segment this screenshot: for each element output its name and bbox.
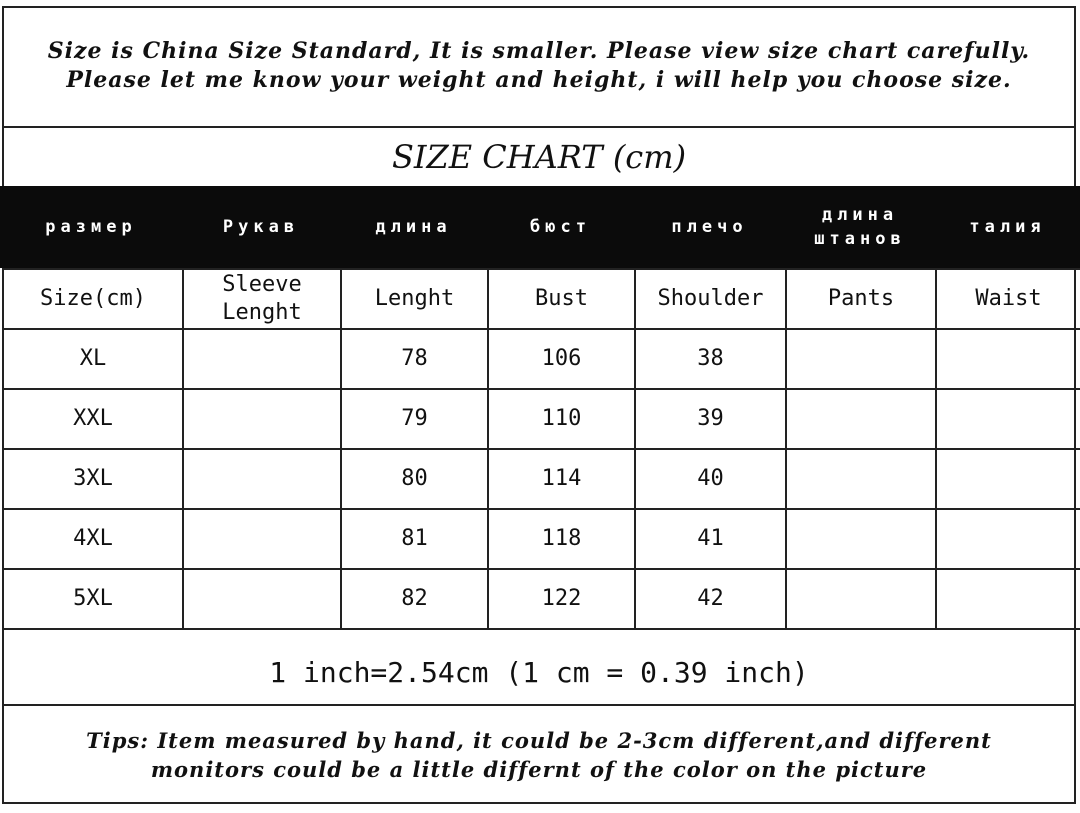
english-header-row [3, 269, 1080, 329]
header-pants: Pants [786, 269, 936, 329]
cell-shoulder: 38 [635, 329, 786, 389]
header-shoulder: Shoulder [635, 269, 786, 329]
tips-line-1: Tips: Item measured by hand, it could be 2-3cm different,and different [86, 728, 992, 753]
size-notice [2, 6, 1076, 128]
cell-sleeve [183, 569, 341, 629]
header-length: Lenght [341, 269, 488, 329]
cell-pants [786, 449, 936, 509]
cell-bust: 110 [488, 389, 635, 449]
cell-shoulder: 39 [635, 389, 786, 449]
ru-header-bust: бюст [530, 217, 591, 237]
ru-header-sleeve: Рукав [222, 217, 300, 237]
cell-pants [786, 389, 936, 449]
cell-pants [786, 509, 936, 569]
cell-length: 81 [341, 509, 488, 569]
cell-bust: 122 [488, 569, 635, 629]
chart-title: SIZE CHART (cm) [391, 138, 687, 176]
cell-length: 79 [341, 389, 488, 449]
russian-header-row [0, 186, 1080, 268]
notice-line-2: Please let me know your weight and height, i will help you choose size. [66, 67, 1012, 93]
ru-header-shoulder: плечо [671, 217, 748, 237]
cell-size: 5XL [3, 569, 183, 629]
cell-waist [936, 329, 1080, 389]
table-row [3, 389, 1080, 449]
unit-conversion: 1 inch=2.54cm (1 cm = 0.39 inch) [2, 640, 1076, 706]
cell-waist [936, 389, 1080, 449]
cell-bust: 114 [488, 449, 635, 509]
cell-length: 80 [341, 449, 488, 509]
table-row [3, 329, 1080, 389]
table-row [3, 509, 1080, 569]
table-row [3, 449, 1080, 509]
table-row [3, 569, 1080, 629]
cell-sleeve [183, 509, 341, 569]
cell-size: XL [3, 329, 183, 389]
header-bust: Bust [488, 269, 635, 329]
cell-waist [936, 569, 1080, 629]
cell-pants [786, 329, 936, 389]
notice-line-1: Size is China Size Standard, It is smaller. Please view size chart carefully. [47, 38, 1031, 64]
cell-shoulder: 40 [635, 449, 786, 509]
cell-shoulder: 42 [635, 569, 786, 629]
size-table [2, 268, 1080, 630]
measurement-tips [2, 706, 1076, 804]
cell-pants [786, 569, 936, 629]
cell-sleeve [183, 389, 341, 449]
tips-line-2: monitors could be a little differnt of the color on the picture [150, 757, 928, 782]
header-sleeve-length: Sleeve Lenght [183, 269, 341, 329]
cell-waist [936, 449, 1080, 509]
cell-sleeve [183, 449, 341, 509]
cell-bust: 106 [488, 329, 635, 389]
cell-bust: 118 [488, 509, 635, 569]
header-size: Size(cm) [3, 269, 183, 329]
ru-header-pants: длина штанов [814, 205, 906, 249]
cell-sleeve [183, 329, 341, 389]
ru-header-length: длина [375, 217, 452, 237]
ru-header-size: размер [45, 217, 137, 237]
cell-length: 82 [341, 569, 488, 629]
cell-size: XXL [3, 389, 183, 449]
cell-size: 3XL [3, 449, 183, 509]
cell-size: 4XL [3, 509, 183, 569]
ru-header-waist: талия [969, 217, 1046, 237]
cell-length: 78 [341, 329, 488, 389]
cell-waist [936, 509, 1080, 569]
cell-shoulder: 41 [635, 509, 786, 569]
header-waist: Waist [936, 269, 1080, 329]
